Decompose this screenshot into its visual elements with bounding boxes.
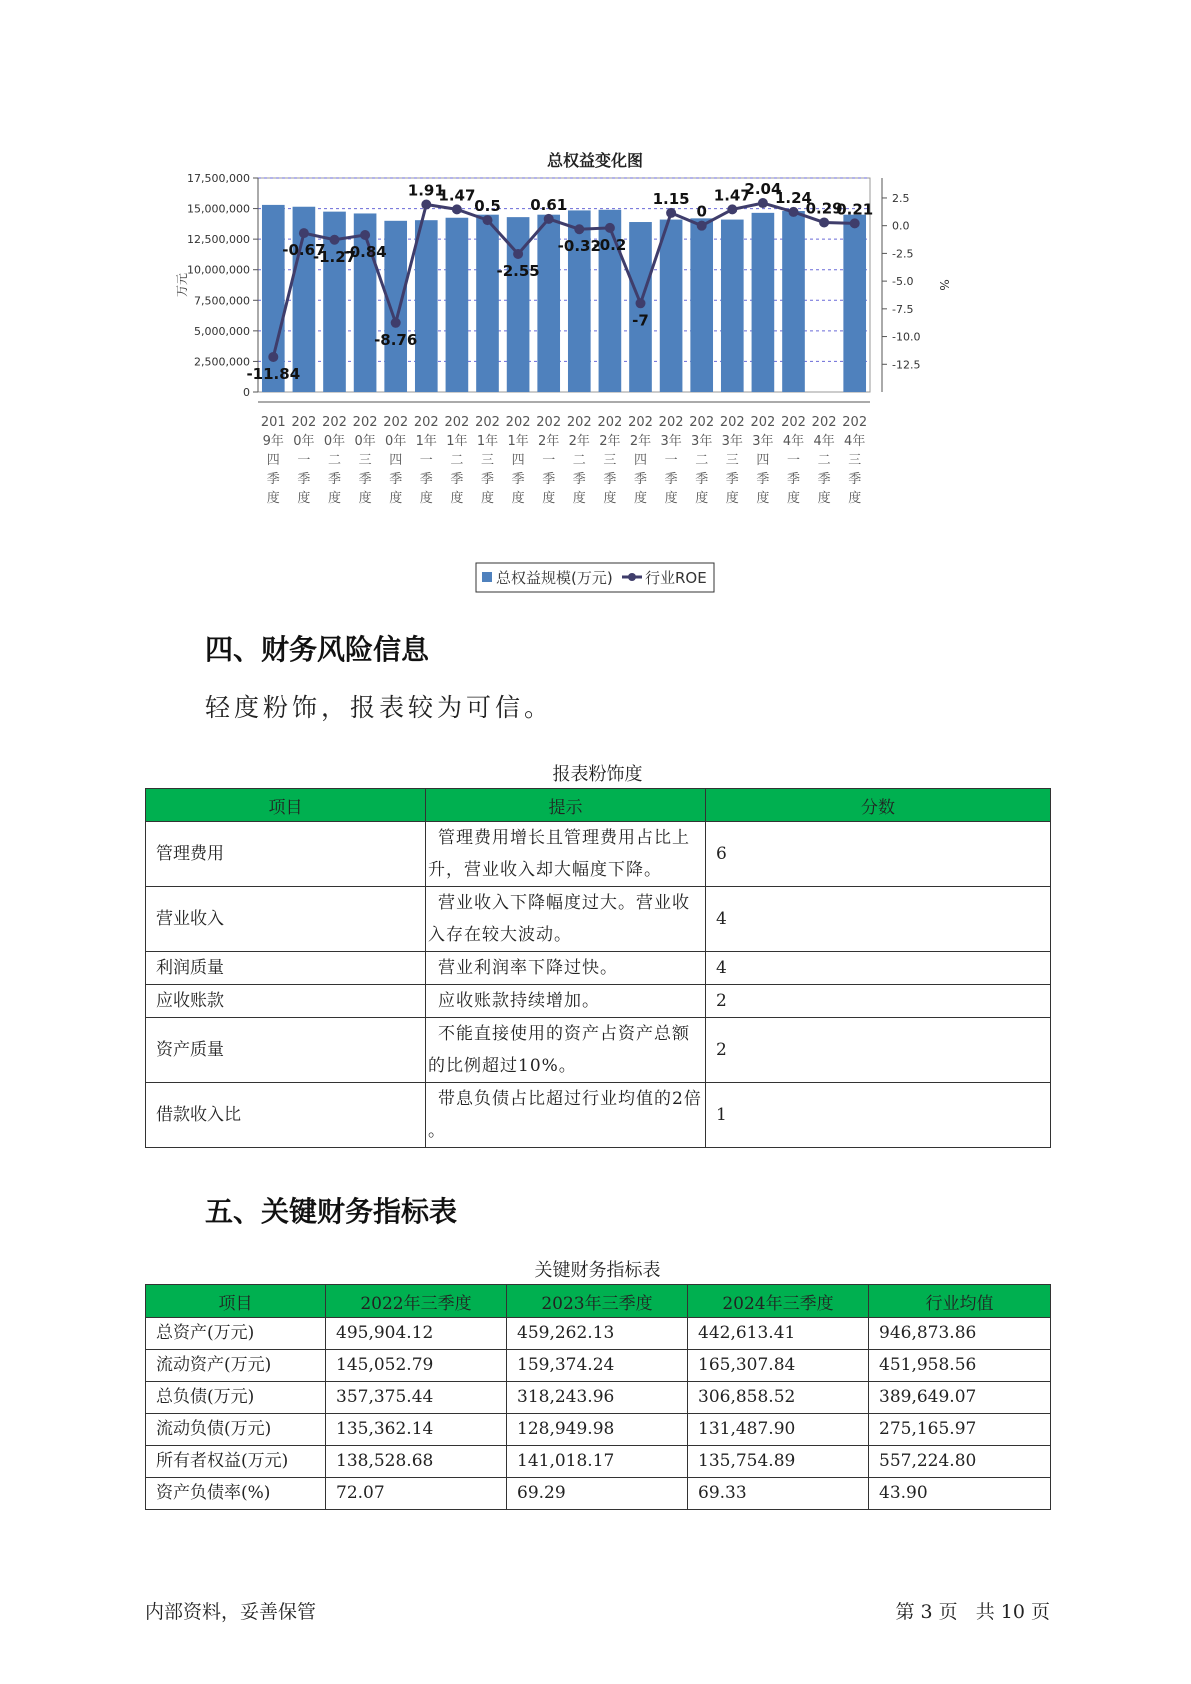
roe-point xyxy=(819,217,829,227)
bar xyxy=(843,215,866,392)
bar xyxy=(384,221,407,392)
footer-confidential: 内部资料，妥善保管 xyxy=(145,1601,317,1623)
row-score: 6 xyxy=(706,822,1051,887)
row-item: 利润质量 xyxy=(146,952,426,985)
row-item: 借款收入比 xyxy=(146,1083,426,1148)
row-item: 总资产(万元) xyxy=(146,1318,326,1350)
x-tick-label: 202 1年三季度 xyxy=(475,415,500,506)
row-value: 357,375.44 xyxy=(326,1382,507,1414)
row-value: 946,873.86 xyxy=(869,1318,1051,1350)
bar xyxy=(537,215,560,392)
roe-data-label: -0.32 xyxy=(557,237,601,256)
roe-data-label: -0.84 xyxy=(343,242,387,261)
row-value: 306,858.52 xyxy=(688,1382,869,1414)
y2-tick-label: -5.0 xyxy=(892,275,914,289)
roe-data-label: 1.47 xyxy=(438,186,476,205)
bar xyxy=(690,218,713,392)
row-value: 275,165.97 xyxy=(869,1414,1051,1446)
row-item: 资产质量 xyxy=(146,1018,426,1083)
roe-point xyxy=(636,298,646,308)
roe-point xyxy=(268,352,278,362)
bar xyxy=(721,220,744,392)
header-2024q3: 2024年三季度 xyxy=(688,1285,869,1318)
bar xyxy=(752,213,775,392)
bar xyxy=(660,220,683,392)
roe-point xyxy=(452,204,462,214)
y2-tick-label: -10.0 xyxy=(892,330,921,344)
row-value: 135,754.89 xyxy=(688,1446,869,1478)
row-value: 128,949.98 xyxy=(507,1414,688,1446)
table-row xyxy=(146,822,1051,887)
row-value: 138,528.68 xyxy=(326,1446,507,1478)
x-tick-label: 202 2年二季度 xyxy=(566,415,592,506)
x-tick-label: 202 3年一季度 xyxy=(658,415,684,506)
roe-point xyxy=(360,230,370,240)
y-tick-label: 10,000,000 xyxy=(187,263,250,277)
table-row xyxy=(146,1350,1051,1382)
row-value: 459,262.13 xyxy=(507,1318,688,1350)
legend-bar-swatch xyxy=(482,572,492,582)
bar xyxy=(415,220,438,392)
bar xyxy=(262,205,285,392)
row-hint: 带息负债占比超过行业均值的2倍 。 xyxy=(426,1083,706,1148)
row-value: 135,362.14 xyxy=(326,1414,507,1446)
row-item: 资产负债率(%) xyxy=(146,1478,326,1510)
chart-legend xyxy=(476,563,714,592)
roe-data-label: -0.67 xyxy=(282,241,326,260)
roe-data-label: -2.55 xyxy=(496,261,540,280)
y2-tick-label: -12.5 xyxy=(892,358,921,372)
header-item: 项目 xyxy=(146,789,426,822)
x-tick-label: 202 4年一季度 xyxy=(781,415,806,506)
roe-data-label: 1.24 xyxy=(774,188,813,207)
table-header-row xyxy=(146,1285,1051,1318)
table-header-row xyxy=(146,789,1051,822)
roe-point xyxy=(330,235,340,245)
x-tick-label: 202 0年二季度 xyxy=(322,415,347,506)
row-value: 557,224.80 xyxy=(869,1446,1051,1478)
y2-axis-label: % xyxy=(937,279,951,291)
row-hint: 不能直接使用的资产占资产总额 的比例超过10%。 xyxy=(426,1018,706,1083)
x-axis-categories xyxy=(261,415,867,506)
footer-page-number: 第 3 页 共 10 页 xyxy=(895,1601,1050,1623)
equity-chart xyxy=(175,140,1040,600)
table2-caption: 关键财务指标表 xyxy=(534,1260,661,1281)
row-score: 2 xyxy=(706,1018,1051,1083)
x-tick-label: 202 0年四季度 xyxy=(383,415,409,506)
roe-data-label: 1.91 xyxy=(407,181,445,200)
roe-data-label: -1.27 xyxy=(312,247,357,266)
roe-point xyxy=(697,221,707,231)
legend-bar-label: 总权益规模(万元) xyxy=(496,569,613,587)
y-tick-label: 0 xyxy=(243,386,250,399)
roe-point xyxy=(574,224,584,234)
row-item: 总负债(万元) xyxy=(146,1382,326,1414)
bar xyxy=(782,211,805,392)
roe-point xyxy=(789,207,799,217)
roe-data-label: -11.84 xyxy=(246,364,301,383)
row-score: 4 xyxy=(706,952,1051,985)
table-row xyxy=(146,1478,1051,1510)
row-value: 165,307.84 xyxy=(688,1350,869,1382)
x-tick-label: 202 3年二季度 xyxy=(689,415,715,506)
roe-point xyxy=(758,198,768,208)
x-tick-label: 202 4年三季度 xyxy=(842,415,868,506)
whitewash-table xyxy=(145,788,1051,1148)
y2-tick-label: -2.5 xyxy=(892,247,914,261)
row-item: 流动资产(万元) xyxy=(146,1350,326,1382)
header-2022q3: 2022年三季度 xyxy=(326,1285,507,1318)
row-value: 389,649.07 xyxy=(869,1382,1051,1414)
y2-tick-label: -7.5 xyxy=(892,302,914,316)
row-value: 43.90 xyxy=(869,1478,1051,1510)
row-value: 141,018.17 xyxy=(507,1446,688,1478)
table-row xyxy=(146,1414,1051,1446)
section-5-heading: 五、关键财务指标表 xyxy=(205,1195,458,1228)
header-industry-avg: 行业均值 xyxy=(869,1285,1051,1318)
bar xyxy=(476,215,499,392)
header-score: 分数 xyxy=(706,789,1051,822)
x-tick-label: 202 2年四季度 xyxy=(628,415,653,506)
roe-data-label: -0.2 xyxy=(593,235,627,254)
x-tick-label: 202 4年二季度 xyxy=(811,415,837,506)
x-tick-label: 201 9年四季度 xyxy=(260,415,286,506)
row-value: 159,374.24 xyxy=(507,1350,688,1382)
x-tick-label: 202 2年一季度 xyxy=(536,415,562,506)
x-tick-label: 202 1年二季度 xyxy=(444,415,470,506)
row-value: 318,243.96 xyxy=(507,1382,688,1414)
chart-title: 总权益变化图 xyxy=(546,151,644,170)
table-row xyxy=(146,1446,1051,1478)
roe-point xyxy=(850,218,860,228)
roe-data-label: 0.21 xyxy=(836,200,874,219)
roe-data-label: 1.47 xyxy=(713,186,751,205)
row-value: 442,613.41 xyxy=(688,1318,869,1350)
roe-data-label: 0.29 xyxy=(805,199,843,218)
row-value: 69.29 xyxy=(507,1478,688,1510)
y-tick-label: 2,500,000 xyxy=(194,355,250,369)
row-value: 69.33 xyxy=(688,1478,869,1510)
y-tick-label: 5,000,000 xyxy=(194,324,250,338)
roe-point xyxy=(483,215,493,225)
row-item: 应收账款 xyxy=(146,985,426,1018)
roe-point xyxy=(299,228,309,238)
table-row xyxy=(146,1018,1051,1083)
table-row xyxy=(146,1382,1051,1414)
roe-point xyxy=(544,214,554,224)
key-indicator-table xyxy=(145,1284,1051,1510)
x-tick-label: 202 3年四季度 xyxy=(750,415,776,506)
y-tick-label: 15,000,000 xyxy=(187,202,250,216)
roe-data-label: -8.76 xyxy=(374,330,418,349)
roe-point xyxy=(513,249,523,259)
legend-line-label: 行业ROE xyxy=(645,569,707,587)
row-value: 145,052.79 xyxy=(326,1350,507,1382)
row-item: 管理费用 xyxy=(146,822,426,887)
table-row xyxy=(146,1318,1051,1350)
row-value: 72.07 xyxy=(326,1478,507,1510)
x-tick-label: 202 3年三季度 xyxy=(719,415,745,506)
row-value: 495,904.12 xyxy=(326,1318,507,1350)
roe-data-label: 0.5 xyxy=(474,197,501,216)
x-tick-label: 202 1年四季度 xyxy=(505,415,531,506)
bar xyxy=(446,218,469,392)
row-hint: 应收账款持续增加。 xyxy=(426,985,706,1018)
section-4-heading: 四、财务风险信息 xyxy=(205,633,430,666)
legend-line-marker xyxy=(628,573,636,581)
table1-caption: 报表粉饰度 xyxy=(552,764,643,785)
row-hint: 营业利润率下降过快。 xyxy=(426,952,706,985)
x-tick-label: 202 1年一季度 xyxy=(413,415,439,506)
roe-point xyxy=(605,223,615,233)
roe-data-label: -7 xyxy=(632,311,649,330)
header-2023q3: 2023年三季度 xyxy=(507,1285,688,1318)
row-value: 451,958.56 xyxy=(869,1350,1051,1382)
risk-summary: 轻度粉饰，报表较为可信。 xyxy=(205,693,554,722)
table-row xyxy=(146,1083,1051,1148)
roe-point xyxy=(421,200,431,210)
roe-data-label: 1.15 xyxy=(652,189,690,208)
bar xyxy=(354,213,377,392)
roe-data-label: 2.04 xyxy=(744,180,782,199)
y-axis-label: 万元 xyxy=(175,272,189,298)
row-hint: 营业收入下降幅度过大。营业收 入存在较大波动。 xyxy=(426,887,706,952)
row-score: 2 xyxy=(706,985,1051,1018)
roe-point xyxy=(727,204,737,214)
roe-point xyxy=(666,208,676,218)
x-tick-label: 202 0年一季度 xyxy=(291,415,317,506)
roe-data-label: 0 xyxy=(696,202,707,221)
y2-tick-label: 2.5 xyxy=(892,191,910,205)
y2-tick-label: 0.0 xyxy=(892,219,910,233)
y-tick-label: 17,500,000 xyxy=(187,172,250,185)
y-tick-label: 7,500,000 xyxy=(194,294,250,308)
row-value: 131,487.90 xyxy=(688,1414,869,1446)
table-row xyxy=(146,985,1051,1018)
x-tick-label: 202 2年三季度 xyxy=(597,415,623,506)
row-score: 1 xyxy=(706,1083,1051,1148)
row-item: 营业收入 xyxy=(146,887,426,952)
roe-point xyxy=(391,318,401,328)
y-tick-label: 12,500,000 xyxy=(187,233,250,247)
table-row xyxy=(146,952,1051,985)
row-item: 流动负债(万元) xyxy=(146,1414,326,1446)
row-item: 所有者权益(万元) xyxy=(146,1446,326,1478)
row-score: 4 xyxy=(706,887,1051,952)
row-hint: 管理费用增长且管理费用占比上 升，营业收入却大幅度下降。 xyxy=(426,822,706,887)
roe-data-label: 0.61 xyxy=(530,195,568,214)
header-item: 项目 xyxy=(146,1285,326,1318)
header-hint: 提示 xyxy=(426,789,706,822)
table-row xyxy=(146,887,1051,952)
x-tick-label: 202 0年三季度 xyxy=(352,415,378,506)
